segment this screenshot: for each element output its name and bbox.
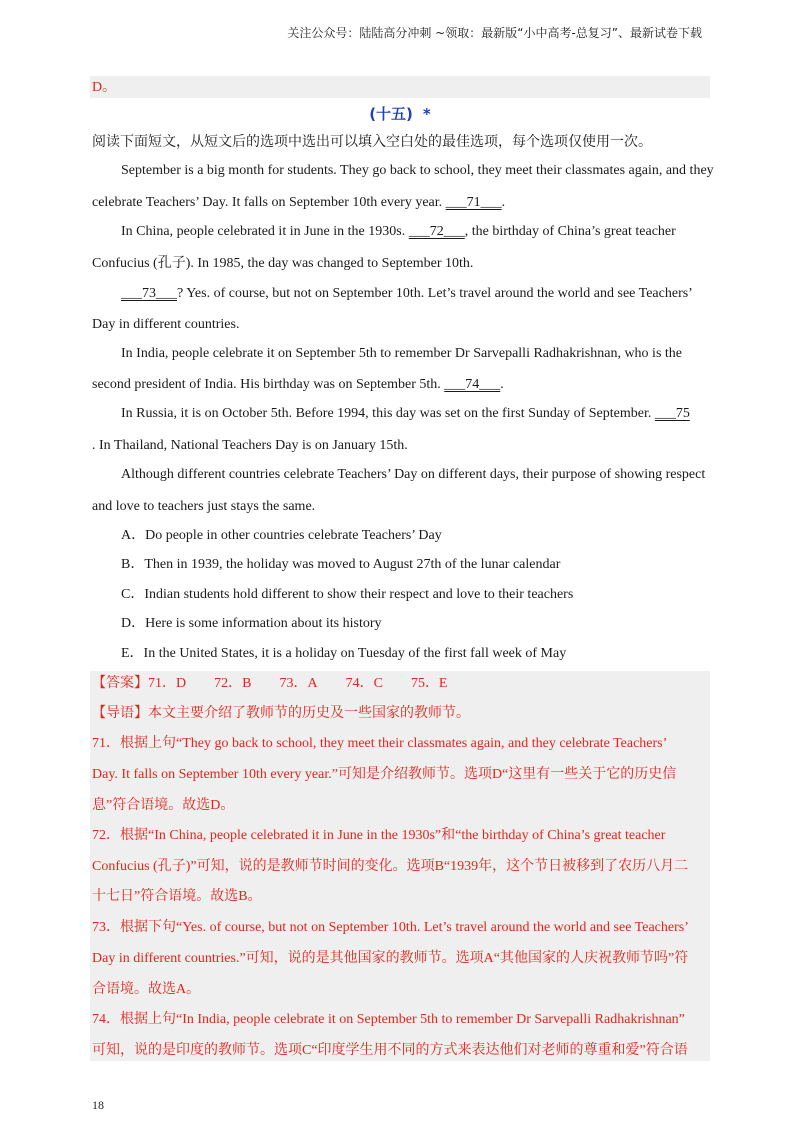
blank-72: ___72___: [408, 224, 465, 239]
page-number: 18: [92, 1098, 104, 1112]
passage-line: . In Thailand, National Teachers Day is on January 15th.: [92, 438, 408, 453]
section-number: (十五): [369, 105, 413, 123]
blank-73: ___73___: [121, 286, 177, 301]
guide-text: 【导语】本文主要介绍了教师节的历史及一些国家的教师节。: [92, 706, 470, 721]
answer-item: 74．C: [345, 676, 383, 691]
blank-71: ___71___: [445, 195, 502, 210]
instruction: 阅读下面短文，从短文后的选项中选出可以填入空白处的最佳选项，每个选项仅使用一次。: [92, 135, 652, 150]
section-title: [0, 103, 800, 124]
passage-line: Although different countries celebrate Teachers’ Day on different days, their purpose of showing respect: [121, 467, 706, 482]
option-c: C．Indian students hold different to show their respect and love to their teachers: [121, 587, 574, 602]
explanation-line: 74．根据上句“In India, people celebrate it on September 5th to remember Dr Sarvepalli Radhakrishnan”: [92, 1012, 685, 1027]
blank-75: ___75: [654, 406, 690, 421]
passage-line: and love to teachers just stays the same.: [92, 499, 316, 514]
page-header: 关注公众号：陆陆高分冲刺 ~领取：最新版“小中高考-总复习”、最新试卷下载: [287, 26, 702, 40]
answer-item: 75．E: [410, 676, 448, 691]
explanation-line: 合语境。故选A。: [92, 982, 201, 997]
answer-item: 71．D: [148, 676, 187, 691]
answer-item: 73．A: [279, 676, 318, 691]
blank-74: ___74___: [444, 377, 501, 392]
option-b: B．Then in 1939, the holiday was moved to August 27th of the lunar calendar: [121, 557, 561, 572]
explanation-line: Confucius (孔子)”可知，说的是教师节时间的变化。选项B“1939年，这个节日被移到了农历八月二: [92, 859, 689, 874]
option-d: D．Here is some information about its history: [121, 616, 382, 631]
explanation-line: 可知，说的是印度的教师节。选项C“印度学生用不同的方式来表达他们对老师的尊重和爱”符合语: [92, 1043, 688, 1058]
option-e: E．In the United States, it is a holiday on Tuesday of the first fall week of May: [121, 646, 567, 661]
answer-key: [92, 674, 708, 694]
answer-item: 72．B: [214, 676, 252, 691]
passage-line: Day in different countries.: [92, 317, 240, 332]
passage-line: In Russia, it is on October 5th. Before 1994, this day was set on the first Sunday of September. ___75: [121, 404, 708, 424]
explanation-line: Day in different countries.”可知，说的是其他国家的教师节。选项A“其他国家的人庆祝教师节吗”符: [92, 951, 689, 966]
passage-line: celebrate Teachers’ Day. It falls on September 10th every year. ___71___.: [92, 193, 708, 213]
answer-label: 【答案】: [92, 676, 148, 691]
explanation-line: 十七日”符合语境。故选B。: [92, 889, 262, 904]
passage-line: second president of India. His birthday was on September 5th. ___74___.: [92, 375, 708, 395]
explanation-line: 72．根据“In China, people celebrated it in June in the 1930s”和“the birthday of China’s great teacher: [92, 828, 666, 843]
explanation-line: 71．根据上句“They go back to school, they meet their classmates again, and they celebrate Teachers’: [92, 736, 668, 751]
passage-line: September is a big month for students. They go back to school, they meet their classmates again, and they: [121, 163, 714, 178]
passage-line: ___73___? Yes. of course, but not on September 10th. Let’s travel around the world and see Teachers’: [121, 284, 708, 304]
passage-line: In China, people celebrated it in June in the 1930s. ___72___, the birthday of China’s great teacher: [121, 222, 708, 242]
passage-line: In India, people celebrate it on September 5th to remember Dr Sarvepalli Radhakrishnan, who is the: [121, 346, 682, 361]
explanation-line: Day. It falls on September 10th every year.”可知是介绍教师节。选项D“这里有一些关于它的历史信: [92, 767, 677, 782]
explanation-line: 息”符合语境。故选D。: [92, 798, 235, 813]
passage-line: Confucius (孔子). In 1985, the day was changed to September 10th.: [92, 256, 474, 271]
prev-answer: D。: [92, 80, 117, 95]
difficulty-star: *: [422, 105, 431, 123]
explanation-line: 73．根据下句“Yes. of course, but not on September 10th. Let’s travel around the world and see Teachers’: [92, 920, 689, 935]
option-a: A．Do people in other countries celebrate Teachers’ Day: [121, 528, 442, 543]
